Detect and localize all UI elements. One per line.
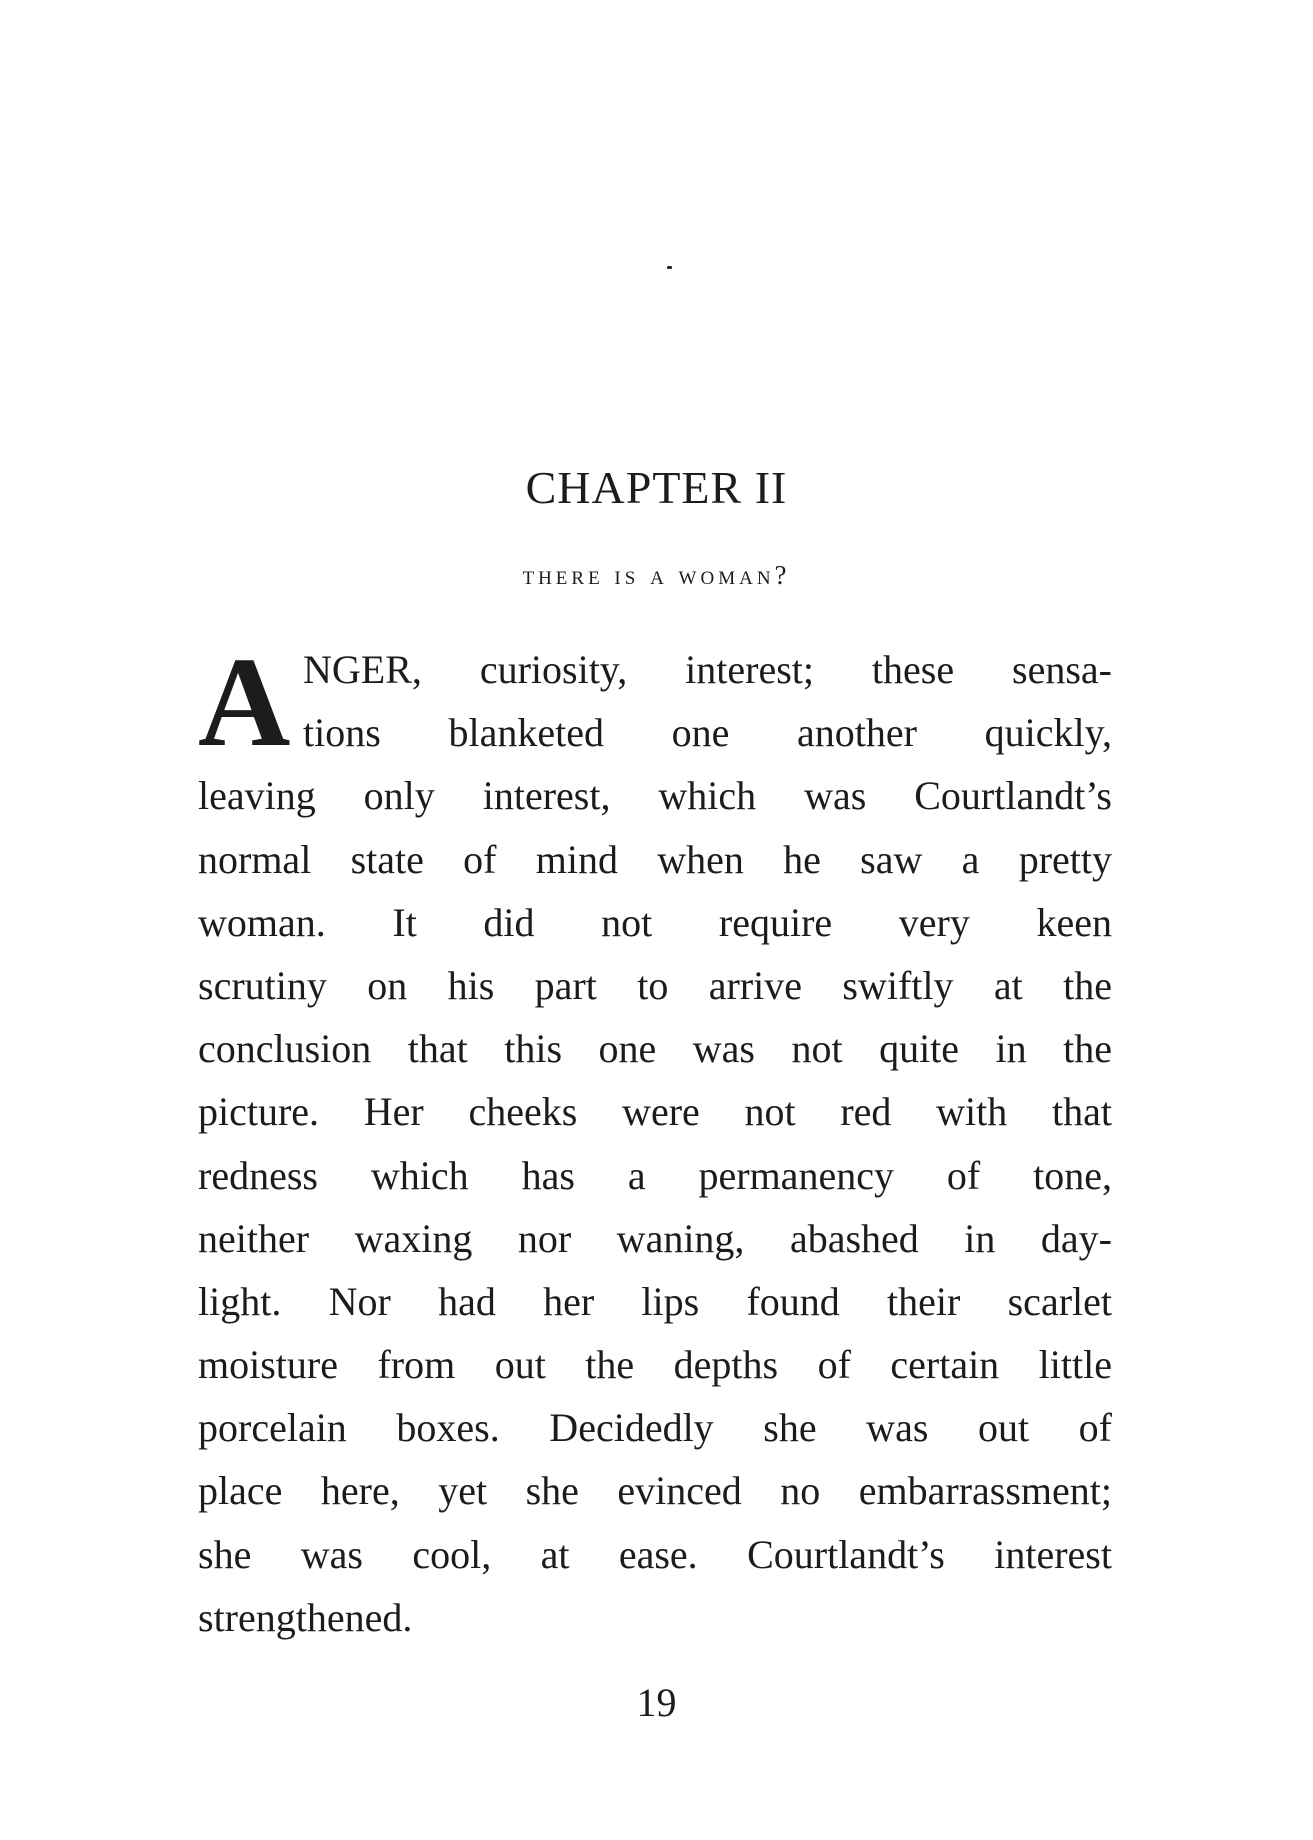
page-number: 19 xyxy=(636,1680,677,1725)
text-line: light. Nor had her lips found their scarlet xyxy=(198,1278,1112,1324)
body-paragraph xyxy=(198,631,1112,1649)
text-line: place here, yet she evinced no embarrassment; xyxy=(198,1468,1112,1514)
text-line: tions blanketed one another quickly, xyxy=(303,710,1112,756)
text-line: redness which has a permanency of tone, xyxy=(198,1152,1112,1198)
text-line: neither waxing nor waning, abashed in day- xyxy=(198,1215,1112,1261)
text-line: leaving only interest, which was Courtlandt’s xyxy=(198,773,1112,819)
text-line: woman. It did not require very keen xyxy=(198,899,1112,945)
chapter-subtitle: there is a woman? xyxy=(522,560,791,590)
text-line: scrutiny on his part to arrive swiftly at the xyxy=(198,962,1112,1008)
text-line: she was cool, at ease. Courtlandt’s interest xyxy=(198,1531,1112,1577)
text-line: porcelain boxes. Decidedly she was out of xyxy=(198,1405,1112,1451)
text-line: conclusion that this one was not quite in the xyxy=(198,1026,1112,1072)
chapter-title: CHAPTER II xyxy=(525,462,788,513)
text-line: moisture from out the depths of certain little xyxy=(198,1342,1112,1388)
text-line: normal state of mind when he saw a pretty xyxy=(198,836,1112,882)
text-line: NGER, curiosity, interest; these sensa- xyxy=(303,647,1112,692)
page-speck xyxy=(667,266,672,269)
text-line: strengthened. xyxy=(198,1594,413,1640)
text-line: picture. Her cheeks were not red with that xyxy=(198,1089,1112,1135)
drop-cap: A xyxy=(198,631,291,773)
